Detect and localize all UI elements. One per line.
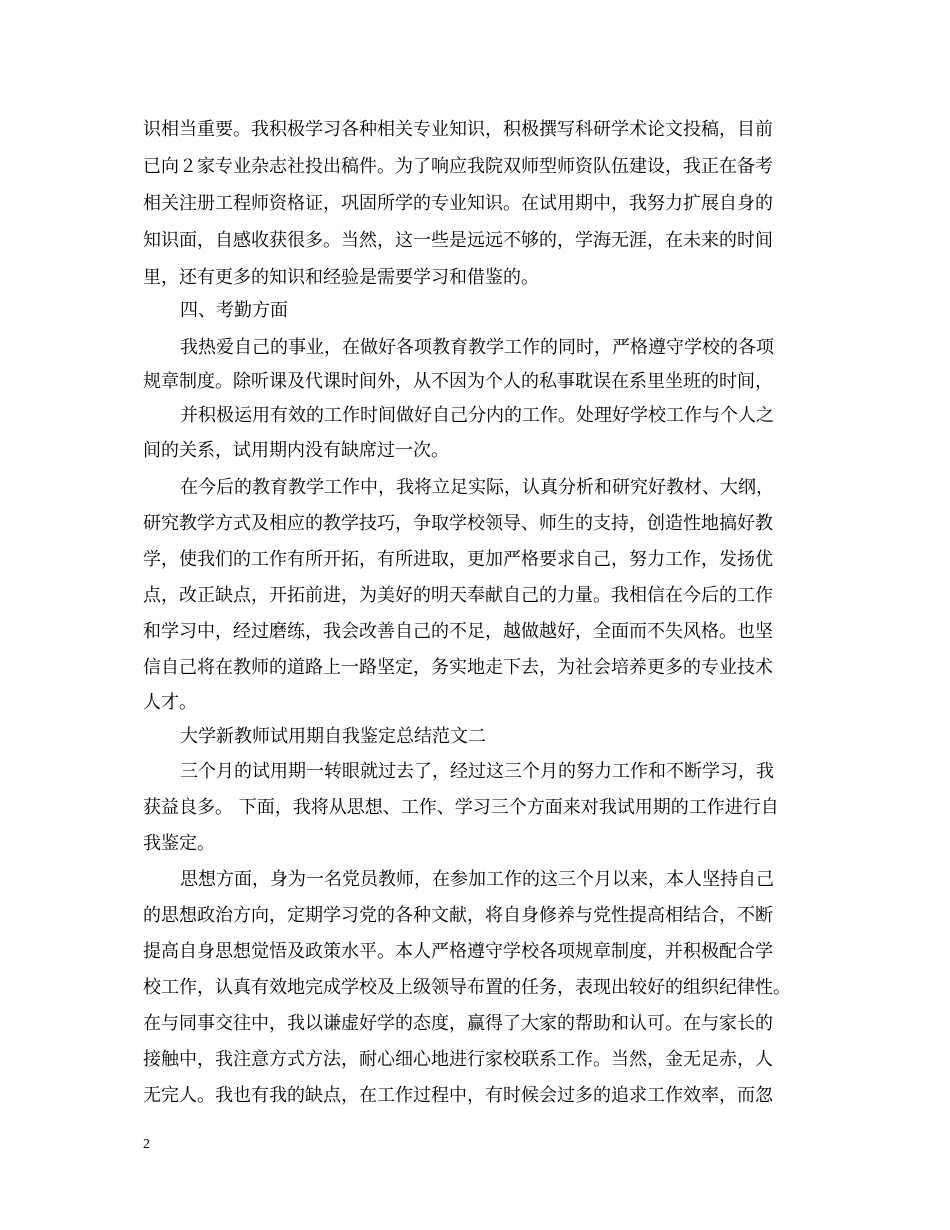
text-line: 并积极运用有效的工作时间做好自己分内的工作。处理好学校工作与个人之 (180, 405, 774, 426)
text-line: 研究教学方式及相应的教学技巧，争取学校领导、师生的支持，创造性地搞好教 (143, 513, 773, 534)
text-line: 和学习中，经过磨练，我会改善自己的不足，越做越好，全面而不失风格。也坚 (143, 621, 773, 642)
text-line: 知识面，自感收获很多。当然，这一些是远远不够的，学海无涯，在未来的时间 (143, 230, 773, 251)
text-line: 我热爱自己的事业，在做好各项教育教学工作的同时，严格遵守学校的各项 (180, 337, 774, 358)
text-line: 的思想政治方向，定期学习党的各种文献，将自身修养与党性提高相结合，不断 (143, 905, 773, 926)
text-line: 无完人。我也有我的缺点，在工作过程中，有时候会过多的追求工作效率，而忽 (143, 1085, 773, 1106)
text-line: 点，改正缺点，开拓前进，为美好的明天奉献自己的力量。我相信在今后的工作 (143, 585, 773, 606)
page-number: 2 (143, 1137, 150, 1152)
text-line: 在与同事交往中，我以谦虚好学的态度，赢得了大家的帮助和认可。在与家长的 (143, 1013, 773, 1034)
section-heading: 四、考勤方面 (180, 300, 288, 321)
text-line: 在今后的教育教学工作中，我将立足实际，认真分析和研究好教材、大纲， (180, 477, 774, 498)
text-line: 思想方面，身为一名党员教师，在参加工作的这三个月以来，本人坚持自己 (180, 869, 774, 890)
text-line: 我鉴定。 (143, 833, 215, 854)
text-line: 里，还有更多的知识和经验是需要学习和借鉴的。 (143, 267, 539, 288)
section-heading: 大学新教师试用期自我鉴定总结范文二 (180, 726, 486, 747)
text-line: 识相当重要。我积极学习各种相关专业知识，积极撰写科研学术论文投稿，目前 (143, 119, 773, 140)
text-line: 间的关系，试用期内没有缺席过一次。 (143, 440, 449, 461)
text-line: 校工作，认真有效地完成学校及上级领导布置的任务，表现出较好的组织纪律性。 (143, 977, 791, 998)
text-line: 三个月的试用期一转眼就过去了，经过这三个月的努力工作和不断学习，我 (180, 761, 774, 782)
text-line: 学，使我们的工作有所开拓，有所进取，更加严格要求自己，努力工作，发扬优 (143, 549, 773, 570)
text-line: 相关注册工程师资格证，巩固所学的专业知识。在试用期中，我努力扩展自身的 (143, 193, 773, 214)
text-line: 已向２家专业杂志社投出稿件。为了响应我院双师型师资队伍建设，我正在备考 (143, 156, 773, 177)
text-line: 信自己将在教师的道路上一路坚定，务实地走下去，为社会培养更多的专业技术 (143, 657, 773, 678)
text-line: 接触中，我注意方式方法，耐心细心地进行家校联系工作。当然，金无足赤，人 (143, 1049, 773, 1070)
text-line: 人才。 (143, 692, 197, 713)
text-line: 规章制度。除听课及代课时间外，从不因为个人的私事耽误在系里坐班的时间， (143, 371, 773, 392)
text-line: 获益良多。 下面，我将从思想、工作、学习三个方面来对我试用期的工作进行自 (143, 797, 779, 818)
text-line: 提高自身思想觉悟及政策水平。本人严格遵守学校各项规章制度，并积极配合学 (143, 941, 773, 962)
